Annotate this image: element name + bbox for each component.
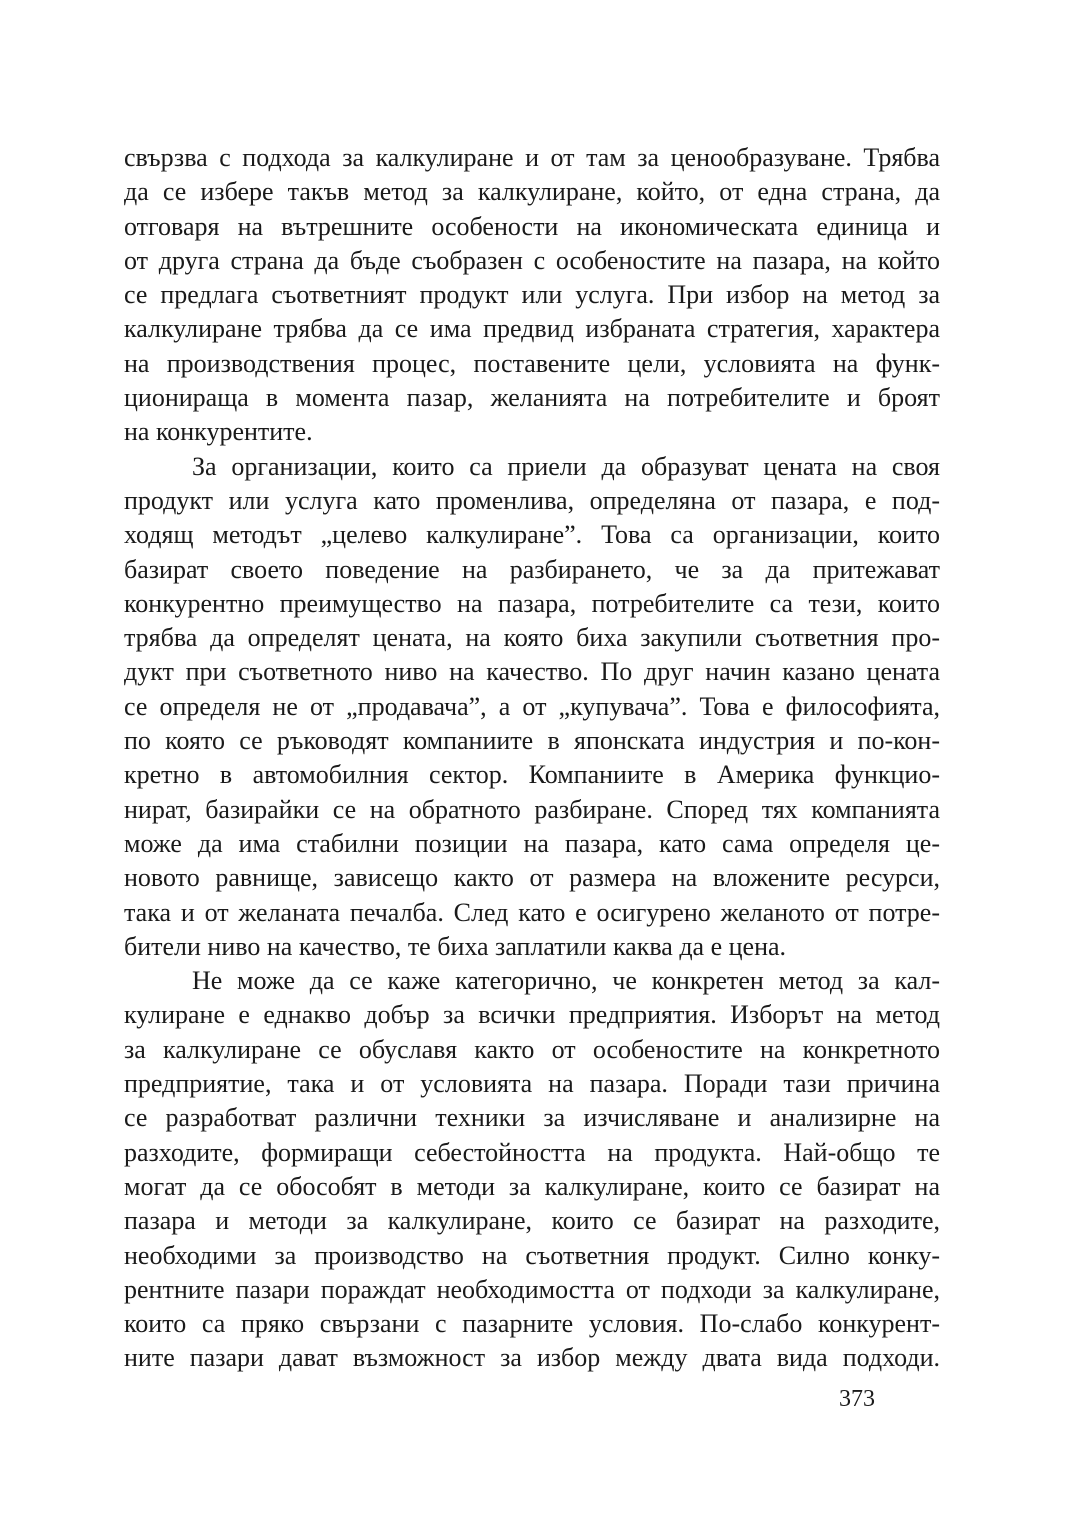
text-line: новото равнище, зависещо както от размера на вложените ресурси, [124,863,940,893]
text-line: от друга страна да бъде съобразен с особеностите на пазара, на който [124,245,940,275]
text-line: бители ниво на качество, те биха заплатили каква да е цена. [124,931,787,961]
text-line: рентните пазари пораждат необходимостта от подходи за калкулиране, [124,1274,940,1304]
text-line: може да има стабилни позиции на пазара, като сама определя це- [124,828,940,858]
paragraph [124,450,940,964]
text-line: могат да се обособят в методи за калкулиране, които се базират на [124,1171,940,1201]
text-line: ните пазари дават възможност за избор между двата вида подходи. [124,1343,940,1373]
text-line: се предлага съответният продукт или услуга. При избор на метод за [124,280,940,310]
text-line: продукт или услуга като променлива, определяна от пазара, е под- [124,485,940,515]
text-line: които са пряко свързани с пазарните условия. По-слабо конкурент- [124,1309,940,1339]
text-line: ционираща в момента пазар, желанията на потребителите и броят [124,383,940,413]
paragraph [124,964,940,1376]
text-line: се разработват различни техники за изчисляване и анализирне на [124,1103,940,1133]
text-line: нират, базирайки се на обратното разбиране. Според тях компанията [124,794,940,824]
text-line: се определя не от „продавача”, а от „купувача”. Това е философията, [124,691,940,721]
text-line: трябва да определят цената, на която биха закупили съответния про- [124,623,940,653]
text-line: За организации, които са приели да образуват цената на своя [192,451,940,481]
text-line: необходими за производство на съответния продукт. Силно конку- [124,1240,940,1270]
text-line: пазара и методи за калкулиране, които се базират на разходите, [124,1206,940,1236]
text-line: разходите, формиращи себестойността на продукта. Най-общо те [124,1137,940,1167]
page-number: 373 [839,1386,875,1412]
text-line: дукт при съответното ниво на качество. По друг начин казано цената [124,657,940,687]
text-line: на конкурентите. [124,417,313,447]
paragraph [124,141,940,450]
text-line: на производствения процес, поставените цели, условията на функ- [124,348,940,378]
body-text [124,141,940,1376]
text-line: калкулиране трябва да се има предвид избраната стратегия, характера [124,314,940,344]
text-line: конкурентно преимущество на пазара, потребителите са тези, които [124,588,940,618]
text-line: за калкулиране се обуславя както от особеностите на конкретното [124,1034,940,1064]
text-line: така и от желаната печалба. След като е осигурено желаното от потре- [124,897,940,927]
text-line: свързва с подхода за калкулиране и от там за ценообразуване. Трябва [124,143,940,172]
text-line: кулиране е еднакво добър за всички предприятия. Изборът на метод [124,1000,940,1030]
text-line: по която се ръководят компаниите в японската индустрия и по-кон- [124,726,940,756]
text-line: базират своето поведение на разбирането, че за да притежават [124,554,940,584]
text-line: кретно в автомобилния сектор. Компаниите в Америка функцио- [124,760,940,790]
text-line: предприятие, така и от условията на пазара. Поради тази причина [124,1069,940,1099]
text-line: ходящ методът „целево калкулиране”. Това са организации, които [124,520,940,550]
text-line: отговаря на вътрешните особености на икономическата единица и [124,211,940,241]
text-line: да се избере такъв метод за калкулиране, който, от една страна, да [124,177,940,207]
text-line: Не може да се каже категорично, че конкретен метод за кал- [192,966,940,996]
